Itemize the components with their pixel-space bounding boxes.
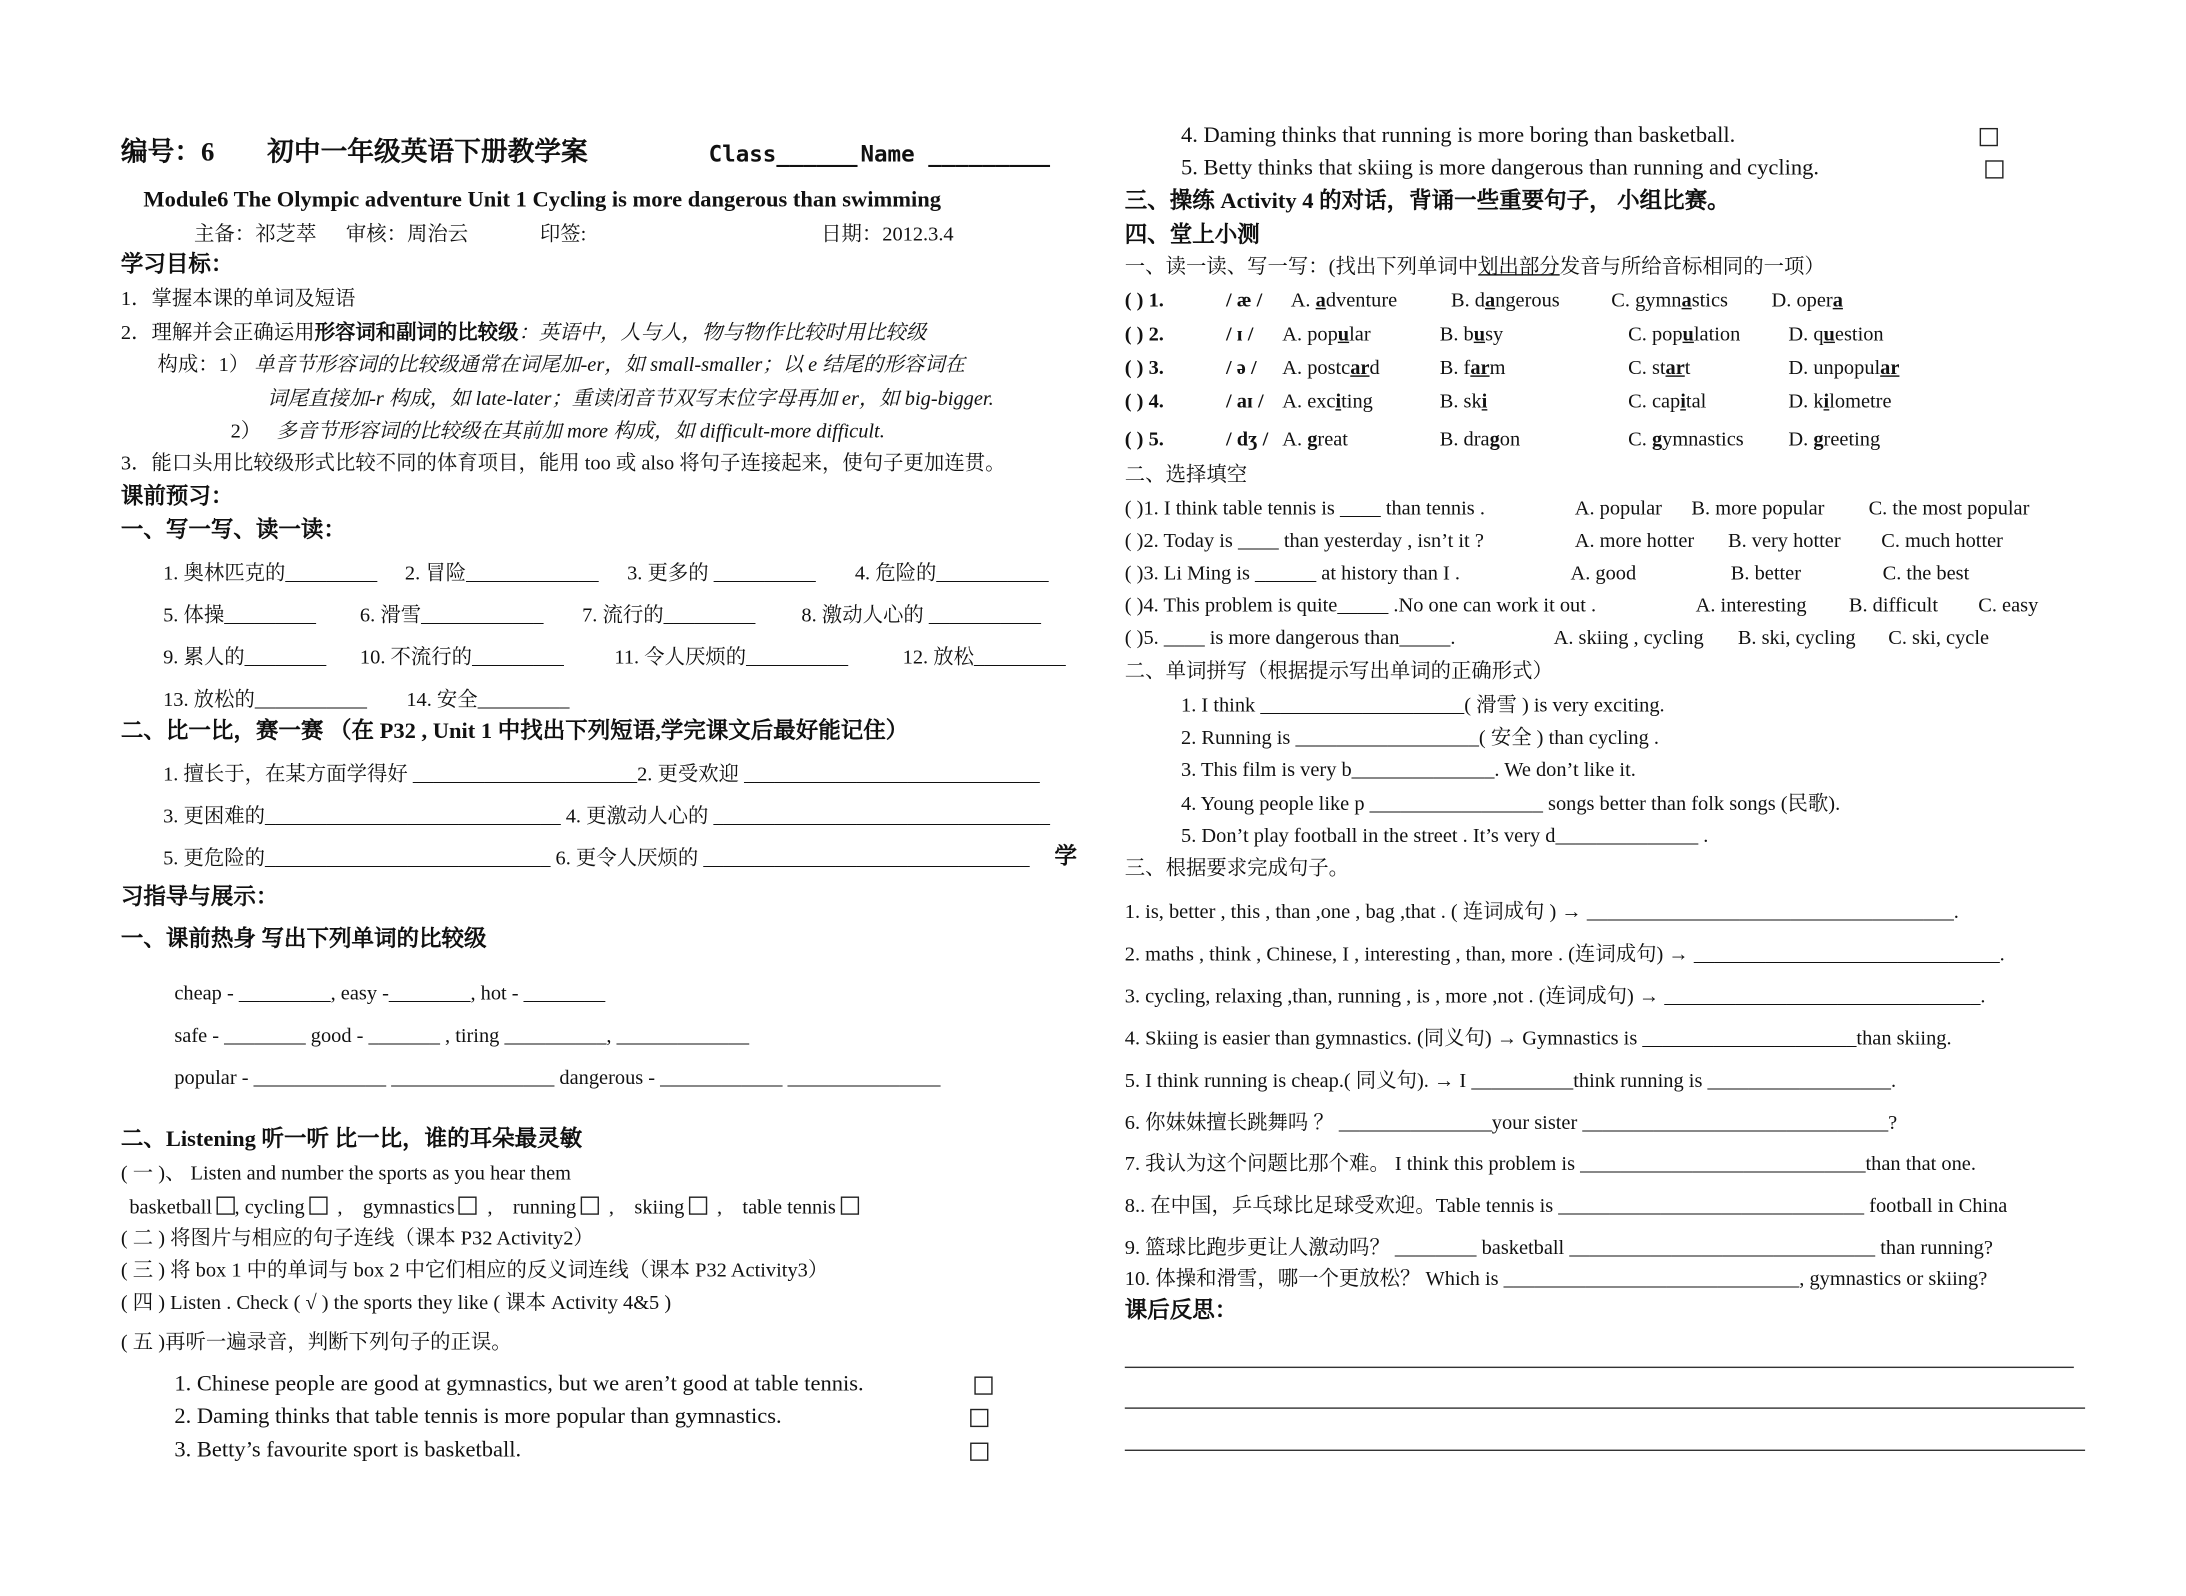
phonetic-option: C. population: [1628, 323, 1741, 346]
sentence-item: 5. I think running is cheap.( 同义句). → I __________think running is __________________.: [1124, 1069, 1897, 1093]
reflection-line[interactable]: [1125, 1450, 2085, 1451]
objectives-heading: 学习目标：: [120, 253, 234, 277]
checkbox[interactable]: [309, 1197, 327, 1215]
tf-checkbox[interactable]: [1985, 160, 2003, 178]
mc-question: ( )2. Today is ____ than yesterday , isn’t it ?: [1124, 530, 1484, 553]
mc-option: B. ski, cycling: [1737, 627, 1856, 650]
doc-number: 编号：6: [120, 137, 215, 168]
mc-option: A. more hotter: [1574, 530, 1695, 553]
objective-form-1-cont: 词尾直接加-r 构成，如 late-later；重读闭音节双写末位字母再加 er，如 big-bigger.: [267, 388, 994, 411]
phonetic-number: ( ) 1.: [1124, 289, 1164, 313]
spelling-item: 4. Young people like p _________________ songs better than folk songs (民歌).: [1181, 792, 1841, 816]
mc-option: B. very hotter: [1727, 530, 1841, 553]
vocab-item: 7. 流行的_________: [582, 604, 756, 628]
vocab-item: 12. 放松_________: [902, 646, 1066, 670]
phonetic-option: C. capital: [1628, 390, 1707, 414]
guide-heading: 习指导与展示：: [120, 885, 279, 910]
sentence-item: 6. 你妹妹擅长跳舞吗 ？ _______________your sister ______________________________?: [1124, 1112, 1898, 1135]
mc-option: A. interesting: [1695, 594, 1807, 618]
phonetic-number: ( ) 3.: [1124, 357, 1164, 380]
checkbox[interactable]: [580, 1197, 598, 1215]
mc-option: C. easy: [1978, 594, 2039, 618]
sentence-item: 2. maths , think , Chinese, I , interesting , than, more . (连词成句) → ______________________________.: [1124, 943, 2005, 966]
doc-title: 初中一年级英语下册教学案: [267, 137, 588, 168]
spelling-item: 3. This film is very b______________. We don’t like it.: [1181, 759, 1636, 782]
warmup-title: 一、课前热身 写出下列单词的比较级: [120, 927, 487, 952]
listening-5: ( 五 )再听一遍录音，判断下列句子的正误。: [120, 1331, 512, 1354]
checkbox[interactable]: [840, 1197, 858, 1215]
sport-label: basketball: [129, 1196, 213, 1220]
comparative-row: safe - ________ good - _______ , tiring __________, _____________: [174, 1024, 750, 1048]
class-label: Class______: [708, 140, 858, 168]
sport-label: skiing: [634, 1196, 685, 1220]
phonetic-symbol: / ə /: [1226, 357, 1257, 380]
quiz-part3-title: 二、单词拼写（根据提示写出单词的正确形式）: [1124, 660, 1553, 684]
tf-statement: 2. Daming thinks that table tennis is more popular than gymnastics.: [174, 1404, 782, 1429]
vocab-item: 10. 不流行的_________: [359, 646, 564, 670]
vocab-item: 8. 激动人心的 ___________: [801, 604, 1041, 628]
phonetic-symbol: / aɪ /: [1226, 390, 1264, 414]
mc-option: C. the best: [1882, 562, 1970, 585]
reflection-heading: 课后反思：: [1124, 1299, 1238, 1324]
sport-label: cycling: [244, 1196, 305, 1220]
sentence-item: 9. 篮球比跑步更让人激动吗？ ________ basketball ______________________________ than running?: [1124, 1237, 1993, 1260]
phonetic-symbol: / ɪ /: [1226, 323, 1254, 346]
seal: 印签:: [539, 223, 587, 247]
checkbox[interactable]: [688, 1197, 706, 1215]
name-label: Name _________: [860, 140, 1051, 168]
checkbox[interactable]: [216, 1197, 234, 1215]
mc-option: A. good: [1570, 562, 1637, 585]
mc-option: C. much hotter: [1881, 530, 2003, 553]
tf-statement: 1. Chinese people are good at gymnastics, but we aren’t good at table tennis.: [174, 1372, 864, 1397]
reviewer: 审核：周治云: [345, 223, 469, 247]
phonetic-option: D. question: [1788, 323, 1884, 346]
mc-option: A. popular: [1574, 497, 1662, 521]
objective-2: 2．理解并会正确运用形容词和副词的比较级：英语中，人与人，物与物作比较时用比较级: [120, 321, 927, 345]
reflection-line[interactable]: [1125, 1367, 2074, 1368]
phonetic-option: C. gymnastics: [1628, 428, 1744, 452]
vocab-item: 13. 放松的___________: [163, 688, 367, 712]
mc-question: ( )3. Li Ming is ______ at history than I .: [1124, 562, 1461, 585]
vocab-item: 4. 危险的___________: [854, 562, 1049, 585]
listening-title: 二、Listening 听一听 比一比，谁的耳朵最灵敏: [120, 1127, 583, 1152]
mc-option: B. more popular: [1691, 497, 1825, 521]
phrase-tail: 学: [1054, 845, 1078, 869]
sentence-item: 1. is, better , this , than ,one , bag ,that . ( 连词成句 ) → ____________________________________.: [1124, 901, 1959, 924]
phonetic-option: B. ski: [1439, 390, 1488, 414]
phonetic-number: ( ) 4.: [1124, 390, 1164, 414]
sentence-item: 7. 我认为这个问题比那个难。 I think this problem is ____________________________than that one.: [1124, 1152, 1976, 1176]
mc-option: A. skiing , cycling: [1553, 627, 1704, 650]
listening-4: ( 四 ) Listen . Check ( √ ) the sports they like ( 课本 Activity 4&5 ): [120, 1292, 672, 1315]
phonetic-symbol: / æ /: [1226, 289, 1263, 313]
objective-3: 3．能口头用比较级形式比较不同的体育项目，能用 too 或 also 将句子连接起来，使句子更加连贯。: [120, 452, 1006, 476]
vocab-item: 5. 体操_________: [163, 604, 316, 628]
vocab-item: 11. 令人厌烦的__________: [614, 646, 849, 670]
spelling-item: 1. I think ____________________( 滑雪 ) is very exciting.: [1181, 694, 1665, 718]
date: 日期：2012.3.4: [821, 223, 954, 247]
phonetic-option: D. unpopular: [1788, 357, 1900, 380]
phonetic-option: A. adventure: [1290, 289, 1398, 313]
mc-option: B. better: [1730, 562, 1801, 585]
quiz-part4-title: 三、根据要求完成句子。: [1124, 857, 1350, 881]
comparative-row: popular - _____________ ________________ dangerous - ____________ _______________: [174, 1067, 941, 1090]
spelling-item: 2. Running is __________________( 安全 ) than cycling .: [1181, 726, 1659, 750]
sentence-item: 8.. 在中国，乒乓球比足球受欢迎。Table tennis is ______________________________ football in China: [1124, 1195, 2008, 1218]
phonetic-option: A. popular: [1282, 323, 1371, 346]
phonetic-option: B. busy: [1439, 323, 1504, 346]
mc-option: C. ski, cycle: [1888, 627, 1990, 650]
tf-statement: 5. Betty thinks that skiing is more dangerous than running and cycling.: [1181, 156, 1819, 180]
tf-statement: 3. Betty’s favourite sport is basketball.: [174, 1438, 522, 1463]
quiz-heading: 四、堂上小测: [1124, 223, 1260, 248]
tf-checkbox[interactable]: [970, 1443, 988, 1461]
listening-3: ( 三 ) 将 box 1 中的单词与 box 2 中它们相应的反义词连线（课本 P32 Activity3）: [120, 1259, 829, 1283]
phonetic-option: C. gymnastics: [1611, 289, 1728, 313]
tf-statement: 4. Daming thinks that running is more boring than basketball.: [1181, 123, 1736, 148]
reflection-line[interactable]: [1125, 1407, 2085, 1408]
vocab-item: 1. 奥林匹克的_________: [163, 562, 378, 585]
author: 主备：祁芝萃: [194, 223, 317, 247]
phonetic-number: ( ) 5.: [1124, 428, 1164, 452]
sports-checklist: basketball , cycling , gymnastics , running , skiing , table tennis: [129, 1195, 858, 1220]
preview-part2-title: 二、比一比，赛一赛 （在 P32 , Unit 1 中找出下列短语,学完课文后最好能记住）: [120, 719, 909, 744]
preview-part1-title: 一、写一写、读一读：: [120, 518, 346, 543]
objective-form-1: 构成：1） 单音节形容词的比较级通常在词尾加-er，如 small-smaller；以 e 结尾的形容词在: [157, 354, 965, 377]
mc-question: ( )1. I think table tennis is ____ than tennis .: [1124, 497, 1485, 521]
sentence-item: 4. Skiing is easier than gymnastics. (同义句) → Gymnastics is _____________________than skiing.: [1124, 1027, 1952, 1051]
phonetic-option: B. dangerous: [1450, 289, 1560, 313]
practice-title: 三、操练 Activity 4 的对话，背诵一些重要句子， 小组比赛。: [1124, 189, 1730, 214]
sport-label: running: [512, 1196, 577, 1220]
tf-checkbox[interactable]: [970, 1409, 988, 1427]
phonetic-option: B. farm: [1439, 357, 1506, 380]
vocab-item: 6. 滑雪____________: [359, 604, 544, 628]
phonetic-option: C. start: [1628, 357, 1691, 380]
vocab-item: 14. 安全_________: [406, 688, 570, 712]
phrase-row: 1. 擅长于，在某方面学得好 ______________________2. 更受欢迎 _____________________________: [163, 763, 1040, 786]
sport-label: gymnastics: [362, 1196, 455, 1220]
objective-form-2: 2） 多音节形容词的比较级在其前加 more 构成，如 difficult-more difficult.: [230, 420, 885, 443]
phonetic-option: A. great: [1282, 428, 1348, 452]
spelling-item: 5. Don’t play football in the street . It’s very d______________ .: [1181, 825, 1709, 848]
mc-question: ( )5. ____ is more dangerous than_____.: [1124, 627, 1456, 650]
mc-option: C. the most popular: [1868, 497, 2030, 521]
comparative-row: cheap - _________, easy -________, hot - ________: [174, 982, 606, 1006]
phrase-row: 5. 更危险的____________________________ 6. 更令人厌烦的 ________________________________: [163, 847, 1030, 871]
quiz-part1-title: 一、读一读、写一写：(找出下列单词中划出部分发音与所给音标相同的一项）: [1124, 255, 1825, 279]
sentence-item: 3. cycling, relaxing ,than, running , is , more ,not . (连词成句) → _______________________________.: [1124, 985, 1986, 1009]
phonetic-number: ( ) 2.: [1124, 323, 1164, 346]
checkbox[interactable]: [459, 1197, 477, 1215]
phonetic-option: D. kilometre: [1788, 390, 1892, 414]
phonetic-option: A. postcard: [1282, 357, 1380, 380]
sentence-item: 10. 体操和滑雪，哪一个更放松？ Which is _____________________________, gymnastics or skiing?: [1124, 1268, 1988, 1291]
phonetic-option: A. exciting: [1282, 390, 1373, 414]
listening-2: ( 二 ) 将图片与相应的句子连线（课本 P32 Activity2）: [120, 1227, 594, 1250]
phonetic-option: D. greeting: [1788, 428, 1881, 452]
phrase-row: 3. 更困难的_____________________________ 4. 更激动人心的 _________________________________: [163, 805, 1050, 829]
module-title: Module6 The Olympic adventure Unit 1 Cycling is more dangerous than swimming: [143, 188, 942, 213]
quiz-part2-title: 二、选择填空: [1124, 463, 1248, 487]
objective-1: 1．掌握本课的单词及短语: [120, 288, 356, 311]
mc-question: ( )4. This problem is quite_____ .No one can work it out .: [1124, 594, 1597, 618]
preview-heading: 课前预习：: [120, 485, 234, 509]
vocab-item: 9. 累人的________: [163, 646, 327, 670]
vocab-item: 3. 更多的 __________: [627, 562, 816, 585]
phonetic-symbol: / dʒ /: [1226, 428, 1269, 452]
vocab-item: 2. 冒险_____________: [404, 562, 599, 585]
phonetic-option: D. opera: [1771, 289, 1843, 313]
phonetic-option: B. dragon: [1439, 428, 1521, 452]
listening-1: ( 一 )、 Listen and number the sports as you hear them: [120, 1162, 572, 1186]
sport-label: table tennis: [742, 1196, 836, 1220]
mc-option: B. difficult: [1848, 594, 1938, 618]
tf-checkbox[interactable]: [1980, 128, 1998, 146]
tf-checkbox[interactable]: [974, 1376, 992, 1394]
